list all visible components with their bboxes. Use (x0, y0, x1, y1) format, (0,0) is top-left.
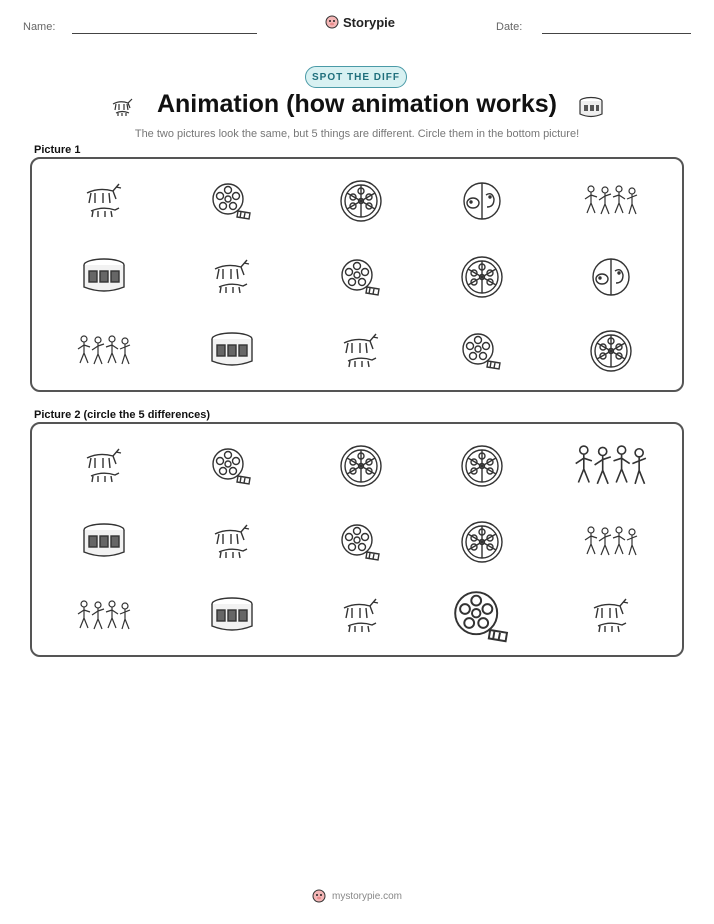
film-reel-icon[interactable] (339, 522, 383, 567)
film-reel-icon (339, 257, 383, 302)
zoetrope-drum-icon (81, 257, 127, 302)
thaumatrope-icon (589, 255, 633, 304)
worksheet-type-badge: SPOT THE DIFF (305, 66, 407, 88)
cave-painting-icon[interactable] (588, 596, 634, 641)
name-field[interactable] (72, 33, 257, 34)
cave-painting-icon (338, 331, 384, 376)
zoetrope-drum-icon[interactable] (81, 522, 127, 567)
instructions: The two pictures look the same, but 5 things are different. Circle them in the bottom picture! (134, 128, 580, 140)
footer-url: mystorypie.com (331, 890, 402, 902)
cave-painting-icon[interactable] (81, 446, 127, 491)
zoetrope-drum-icon (578, 96, 604, 120)
cave-painting-icon[interactable] (338, 596, 384, 641)
zoetrope-wheel-icon[interactable] (460, 520, 504, 569)
name-label: Name: (23, 21, 56, 33)
cave-painting-icon (209, 257, 255, 302)
pig-mascot-icon (325, 14, 339, 30)
film-reel-icon (460, 331, 504, 376)
picture2-panel[interactable] (30, 422, 684, 657)
cave-painting-icon (110, 96, 136, 118)
running-figures-icon (583, 183, 639, 224)
picture1-panel (30, 157, 684, 392)
film-reel-icon (210, 181, 254, 226)
zoetrope-drum-icon[interactable] (209, 596, 255, 641)
date-label: Date: (496, 21, 523, 33)
cave-painting-icon (81, 181, 127, 226)
thaumatrope-icon (460, 179, 504, 228)
zoetrope-wheel-icon (339, 179, 383, 228)
page-title: Animation (how animation works) (156, 90, 557, 118)
picture2-label: Picture 2 (circle the 5 differences) (34, 409, 211, 421)
footer (0, 888, 714, 904)
running-figures-icon[interactable] (573, 442, 649, 496)
running-figures-icon[interactable] (76, 598, 132, 639)
zoetrope-wheel-icon[interactable] (339, 444, 383, 493)
brand-name: Storypie (343, 14, 396, 30)
running-figures-icon (76, 333, 132, 374)
brand-logo (325, 14, 395, 30)
zoetrope-drum-icon (209, 331, 255, 376)
zoetrope-wheel-icon (589, 329, 633, 378)
picture1-label: Picture 1 (34, 144, 81, 156)
film-reel-icon[interactable] (451, 588, 513, 649)
cave-painting-icon[interactable] (209, 522, 255, 567)
date-field[interactable] (542, 33, 691, 34)
zoetrope-wheel-icon[interactable] (460, 444, 504, 493)
pig-mascot-icon (312, 888, 326, 904)
film-reel-icon[interactable] (210, 446, 254, 491)
running-figures-icon[interactable] (583, 524, 639, 565)
zoetrope-wheel-icon (460, 255, 504, 304)
